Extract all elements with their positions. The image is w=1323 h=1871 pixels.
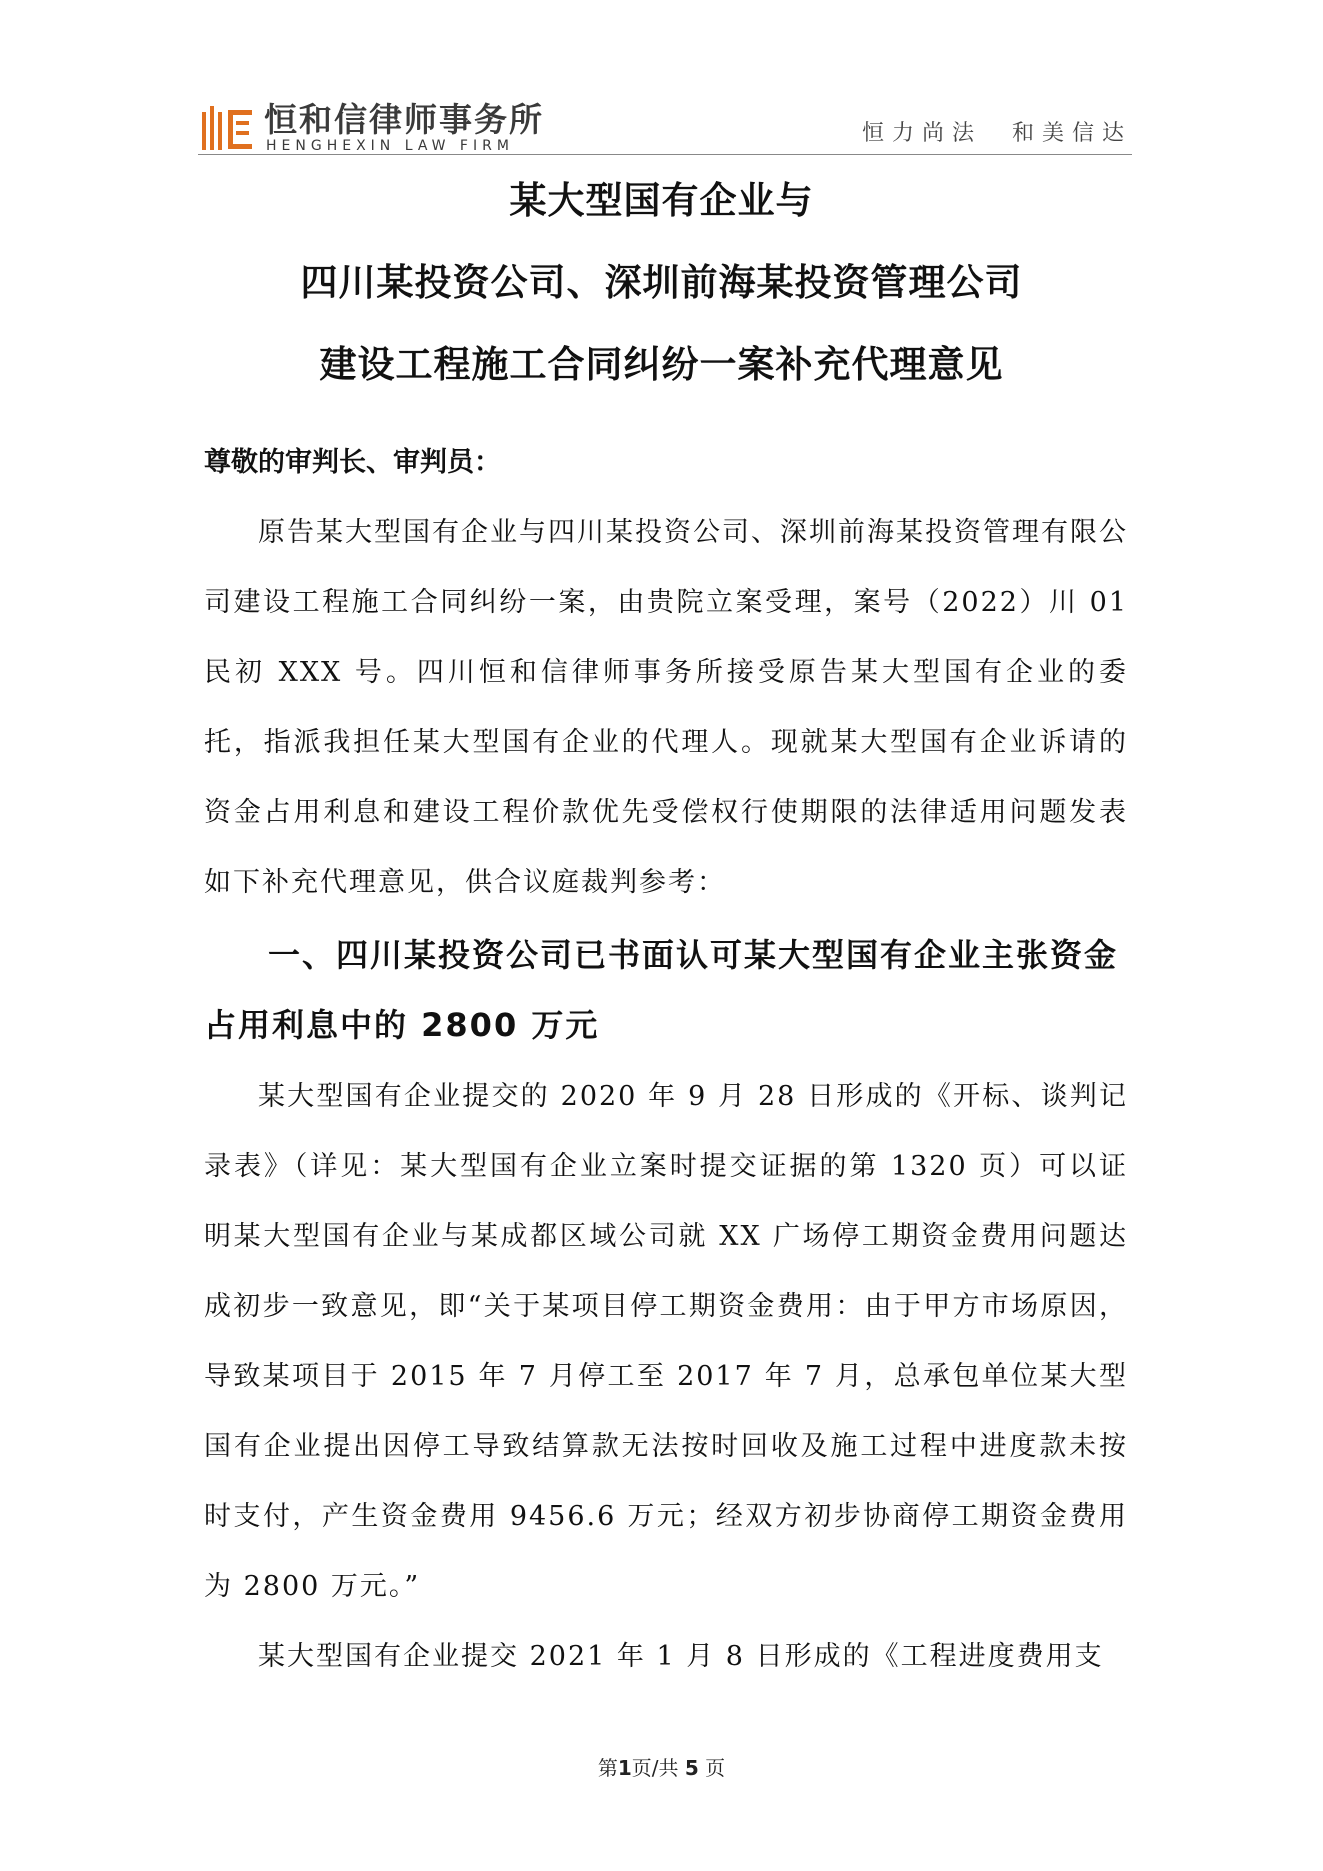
law-firm-logo-icon [202,106,254,152]
firm-name-en: HENGHEXIN LAW FIRM [266,138,514,154]
section-heading-1: 一、四川某投资公司已书面认可某大型国有企业主张资金占用利息中的 2800 万元 [204,936,1119,1044]
current-page: 1 [617,1756,632,1780]
paragraph-intro: 原告某大型国有企业与四川某投资公司、深圳前海某投资管理有限公司建设工程施工合同纠纷一案，由贵院立案受理，案号（2022）川 01 民初 XXX 号。四川恒和信律师事务所接受原告某大型国有企业的委托，指派我担任某大型国有企业的代理人。现就某大型国有企业诉请的资金占用利息和建设工程价款优先受偿权行使期限的法律适用问题发表如下补充代理意见，供合议庭裁判参考： [204,517,1128,898]
document-body [204,428,1128,1692]
title-line-3: 建设工程施工合同纠纷一案补充代理意见 [319,343,1004,386]
letterhead [198,102,1132,156]
page-number [0,1752,1323,1781]
paragraph-evidence-1: 某大型国有企业提交的 2020 年 9 月 28 日形成的《开标、谈判记录表》（详见：某大型国有企业立案时提交证据的第 1320 页）可以证明某大型国有企业与某成都区域公司就 XX 广场停工期资金费用问题达成初步一致意见，即“关于某项目停工期资金费用：由于甲方市场原因，导致某项目于 2015 年 7 月停工至 2017 年 7 月，总承包单位某大型国有企业提出因停工导致结算款无法按时回收及施工过程中进度款未按时支付，产生资金费用 9456.6 万元；经双方初步协商停工期资金费用为 2800 万元。” [204,1081,1128,1602]
title-line-1: 某大型国有企业与 [509,179,814,222]
total-pages: 5 [684,1756,699,1780]
page-suffix: 页 [698,1756,726,1780]
document-title [0,160,1323,406]
header-divider [198,154,1132,155]
paragraph-evidence-2: 某大型国有企业提交 2021 年 1 月 8 日形成的《工程进度费用支 [258,1641,1104,1672]
firm-name-cn: 恒和信律师事务所 [264,100,544,139]
title-line-2: 四川某投资公司、深圳前海某投资管理公司 [300,261,1023,304]
firm-slogan: 恒力尚法 和美信达 [861,121,1132,146]
page-prefix: 第 [597,1756,618,1780]
salutation: 尊敬的审判长、审判员： [204,447,501,478]
page-middle: 页/共 [631,1756,685,1780]
